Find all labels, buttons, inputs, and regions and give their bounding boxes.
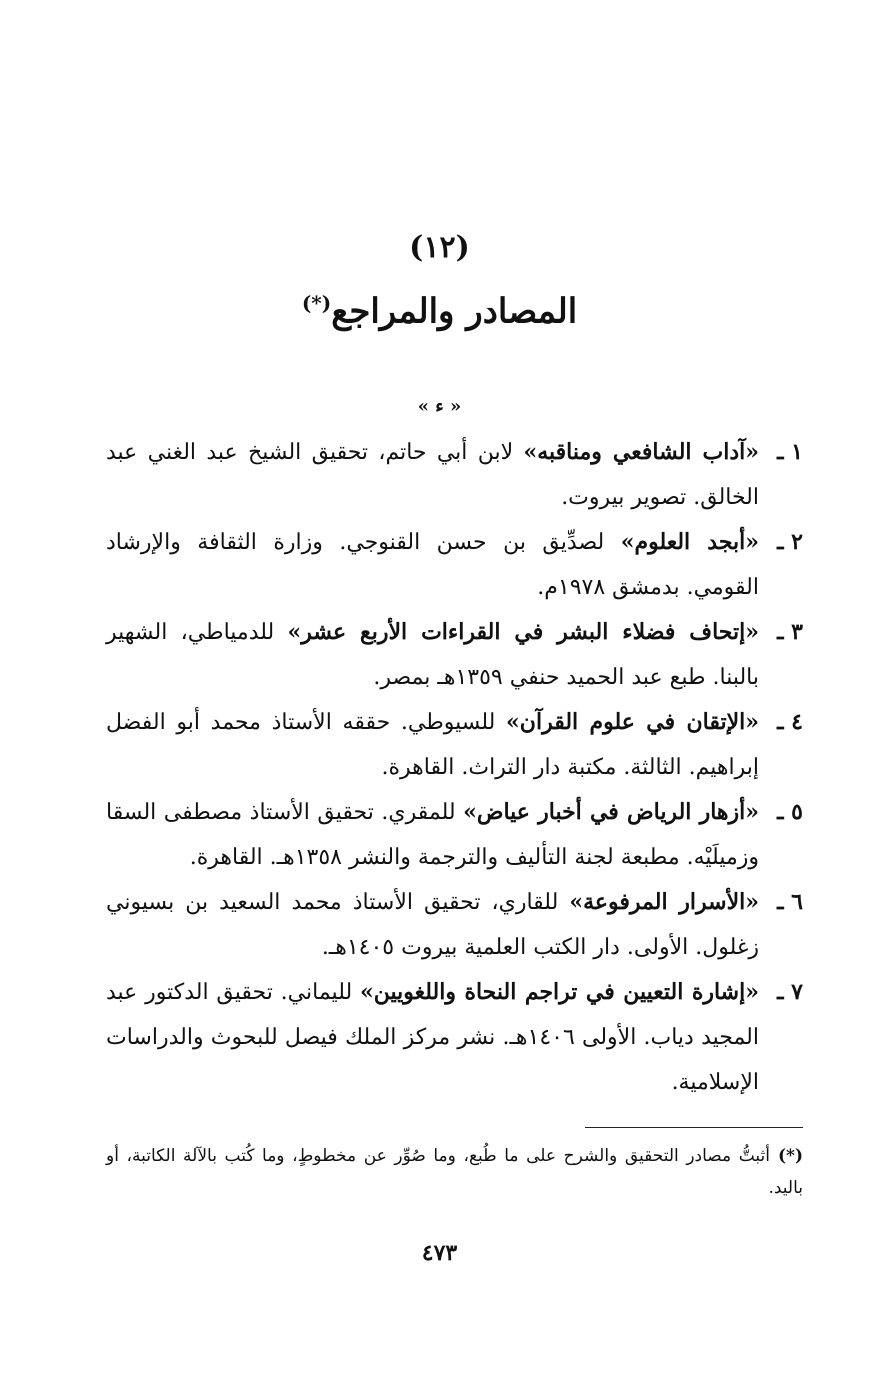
entry-details: للدمياطي، الشهير بالبنا. طبع عبد الحميد حنفي ١٣٥٩هـ بمصر.: [106, 620, 759, 690]
footnote: [106, 1140, 803, 1204]
reference-entry-3: [106, 610, 803, 700]
entry-title: «إشارة التعيين في تراجم النحاة واللغويين»: [360, 979, 759, 1005]
entry-title: «الأسرار المرفوعة»: [569, 889, 759, 915]
entry-details: لليماني. تحقيق الدكتور عبد المجيد دياب. الأولى ١٤٠٦هـ. نشر مركز الملك فيصل للبحوث والدراسات الإسلامية.: [106, 980, 759, 1095]
reference-entry-4: [106, 700, 803, 790]
entry-details: للقاري، تحقيق الأستاذ محمد السعيد بن بسيوني زغلول. الأولى. دار الكتب العلمية بيروت ١٤٠٥هـ.: [106, 890, 759, 960]
entry-title: «أبجد العلوم»: [620, 529, 760, 555]
entry-number: ١ ـ: [777, 439, 803, 465]
reference-entry-2: [106, 520, 803, 610]
entry-details: لصدِّيق بن حسن القنوجي. وزارة الثقافة والإرشاد القومي. بدمشق ١٩٧٨م.: [106, 530, 759, 600]
footnote-text: أثبتُّ مصادر التحقيق والشرح على ما طُبع، وما صُوِّر عن مخطوطٍ، وما كُتب بالآلة الكاتبة، أو باليد.: [106, 1146, 803, 1198]
footnote-mark: (*): [778, 1146, 803, 1166]
footnote-divider: [585, 1127, 803, 1128]
entry-number: ٣ ـ: [777, 619, 803, 645]
entry-title: «آداب الشافعي ومناقبه»: [523, 439, 759, 465]
entry-title: «أزهار الرياض في أخبار عياض»: [463, 799, 759, 825]
chapter-title-line: [0, 280, 879, 334]
entry-number: ٢ ـ: [777, 529, 803, 555]
chapter-title: المصادر والمراجع: [331, 291, 578, 332]
entry-details: للسيوطي. حققه الأستاذ محمد أبو الفضل إبراهيم. الثالثة. مكتبة دار التراث. القاهرة.: [106, 710, 759, 780]
reference-entry-6: [106, 880, 803, 970]
entry-details: للمقري. تحقيق الأستاذ مصطفى السقا وزميلَيْه. مطبعة لجنة التأليف والترجمة والنشر ١٣٥٨هـ. القاهرة.: [106, 800, 759, 870]
page-number: ٤٧٣: [421, 1240, 458, 1266]
entry-title: «الإتقان في علوم القرآن»: [506, 709, 759, 735]
chapter-number: (١٢): [409, 230, 470, 265]
entry-title: «إتحاف فضلاء البشر في القراءات الأربع عشر»: [287, 619, 759, 645]
entry-details: لابن أبي حاتم، تحقيق الشيخ عبد الغني عبد الخالق. تصوير بيروت.: [106, 440, 759, 510]
references-list: [106, 430, 803, 1105]
reference-entry-7: [106, 970, 803, 1105]
section-letter-heading: « ء »: [417, 396, 462, 417]
entry-number: ٦ ـ: [777, 889, 803, 915]
chapter-title-footnote-mark: (*): [301, 291, 332, 315]
reference-entry-5: [106, 790, 803, 880]
entry-number: ٤ ـ: [777, 709, 803, 735]
reference-entry-1: [106, 430, 803, 520]
entry-number: ٧ ـ: [777, 979, 803, 1005]
entry-number: ٥ ـ: [777, 799, 803, 825]
